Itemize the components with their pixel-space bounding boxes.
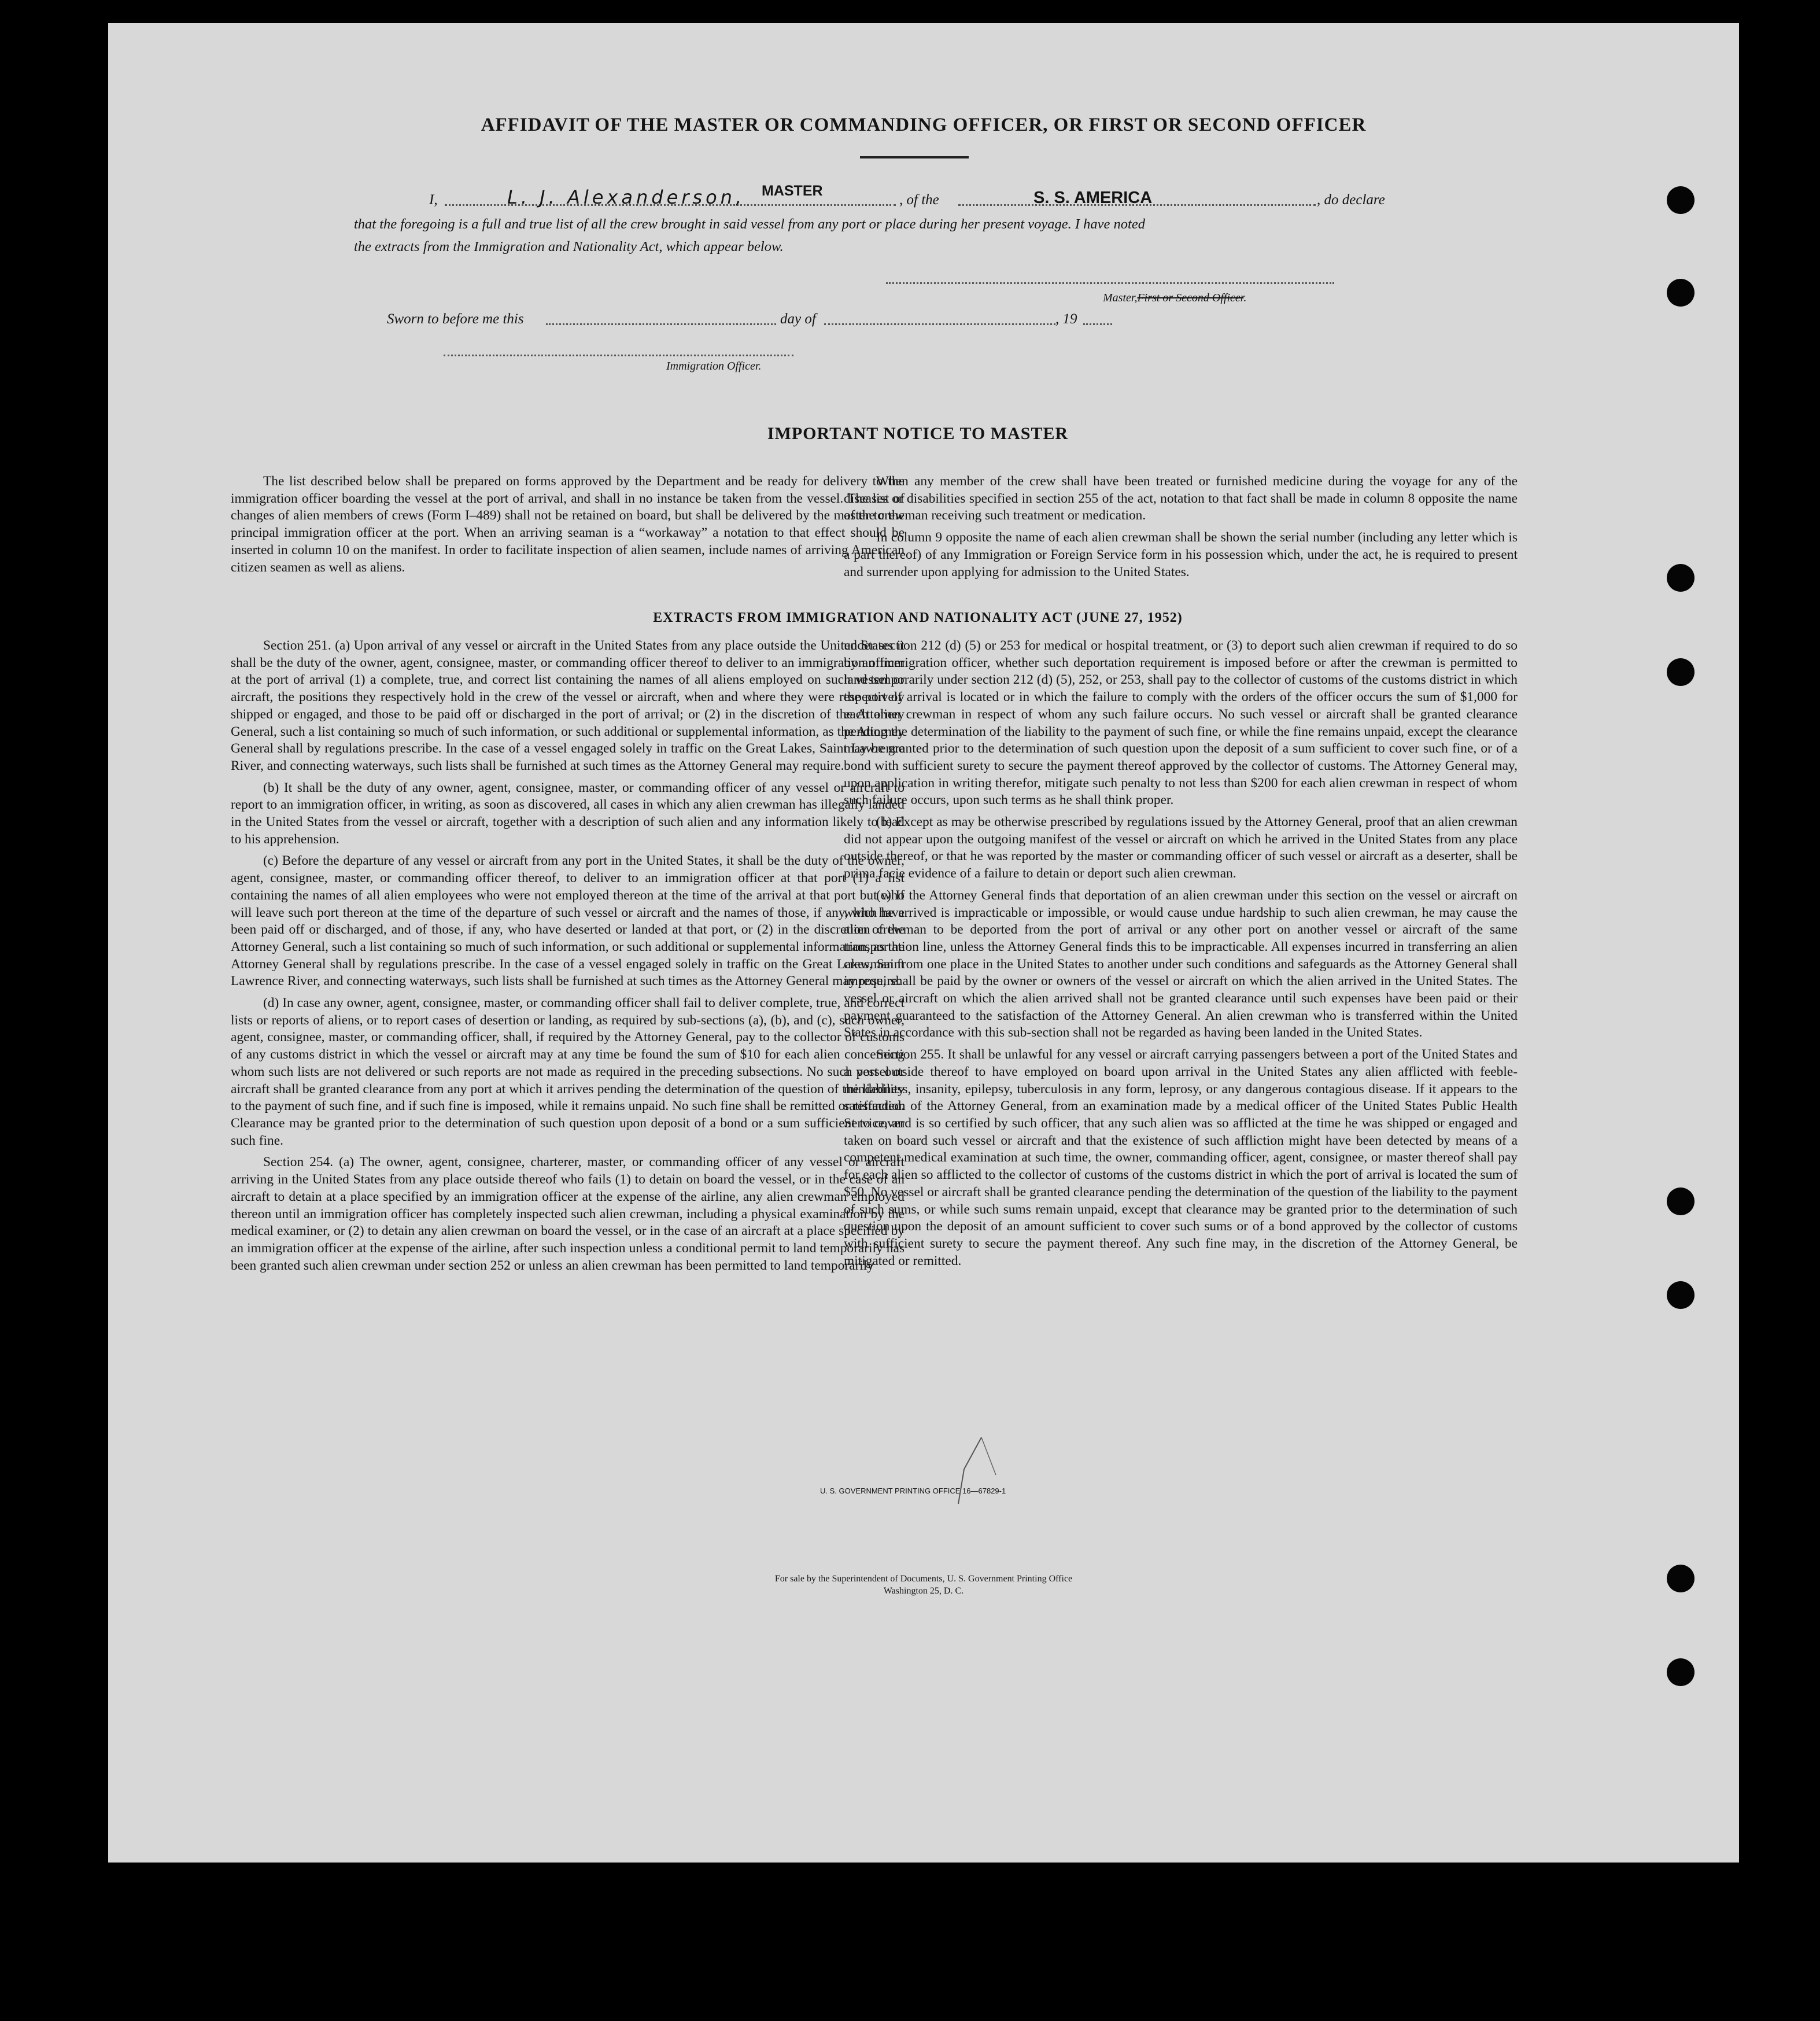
heading-rule — [860, 156, 969, 158]
declaration-line-1: that the foregoing is a full and true list of all the crew brought in said vessel from any port or place during her present voyage. I have noted — [354, 216, 1145, 232]
rank-value: MASTER — [762, 183, 823, 199]
extract-paragraph: (b) It shall be the duty of any owner, agent, consignee, master, or commanding officer of any vessel or aircraft to report to an immigration officer, in writing, as soon as discovered, all cases in which any alien crewman has illegally landed in the United States from the vessel or aircraft, together with a description of such alien and any information likely to lead to his apprehension. — [231, 780, 905, 847]
struck-officer-label: First or Second Officer — [1137, 292, 1244, 304]
sworn-date-blank — [546, 323, 776, 325]
for-sale-line-2: Washington 25, D. C. — [883, 1586, 964, 1596]
extract-paragraph: (c) If the Attorney General finds that deportation of an alien crewman under this section on the vessel or aircraft on which he arrived is impracticable or impossible, or would cause undue hardship to such alien crewman, he may cause the alien crewman to be deported from the port of arrival or any other port on another vessel or aircraft of the same transportation line, unless the Attorney General finds this to be impracticable. All expenses incurred in transferring an alien crewman from one place in the United States to another under such conditions and safeguards as the Attorney General shall impose, shall be paid by the owner or owners of the vessel or aircraft on which the alien arrived in the United States. The vessel or aircraft on which the alien arrived shall not be granted clearance until such expenses have been paid or their payment guaranteed to the satisfaction of the Attorney General. An alien crewman who is transferred within the United States in accordance with this sub-section shall not be regarded as having been landed in the United States. — [844, 887, 1518, 1041]
binder-hole — [1667, 186, 1695, 214]
extracts-heading: EXTRACTS FROM IMMIGRATION AND NATIONALITY ACT (JUNE 27, 1952) — [653, 610, 1183, 625]
declaration-line-2: the extracts from the Immigration and Nationality Act, which appear below. — [354, 239, 784, 255]
affidavit-heading: AFFIDAVIT OF THE MASTER OR COMMANDING OFFICER, OR FIRST OR SECOND OFFICER — [481, 115, 1367, 135]
printing-office-imprint: U. S. GOVERNMENT PRINTING OFFICE 16—67829-1 — [820, 1487, 1006, 1495]
immigration-officer-label: Immigration Officer. — [666, 360, 762, 373]
extract-paragraph: Section 251. (a) Upon arrival of any vessel or aircraft in the United States from any place outside the United States it shall be the duty of the owner, agent, consignee, master, or commanding officer thereof to deliver to an immigration officer at the port of arrival (1) a complete, true, and correct list containing the names of all aliens employed on such vessel or aircraft, the positions they respectively hold in the crew of the vessel or aircraft, when and where they were respectively shipped or engaged, and those to be paid off or discharged in the port of arrival; or (2) in the discretion of the Attorney General, such a list containing so much of such information, or such additional or supplemental information, as the Attorney General shall by regulations prescribe. In the case of a vessel engaged solely in traffic on the Great Lakes, Saint Lawrence River, and connecting waterways, such lists shall be furnished at such times as the Attorney General may require. — [231, 638, 905, 773]
extract-paragraph: (c) Before the departure of any vessel or aircraft from any port in the United States, it shall be the duty of the owner, agent, consignee, master, or commanding officer thereof, to deliver to an immigration officer at that port (1) a list containing the names of all alien employees who were not employed thereon at the time of the arrival at that port but who will leave such port thereon at the time of the departure of such vessel or aircraft and the names of those, if any, who have been paid off or discharged, and of those, if any, who have deserted or landed at that port, or (2) in the discretion of the Attorney General, such a list containing so much of such information, or such additional or supplemental information, as the Attorney General shall by regulations prescribe. In the case of a vessel engaged solely in traffic on the Great Lakes, Saint Lawrence River, and connecting waterways, such lists shall be furnished at such times as the Attorney General may require. — [231, 853, 905, 989]
extract-paragraph: Section 255. It shall be unlawful for any vessel or aircraft carrying passengers between a port of the United States and a port outside thereof to have employed on board upon arrival in the United States any alien afflicted with feeble-mindedness, insanity, epilepsy, tuberculosis in any form, leprosy, or any dangerous contagious disease. If it appears to the satisfaction of the Attorney General, from an examination made by a medical officer of the United States Public Health Service, and is so certified by such officer, that any such alien was so afflicted at the time he was shipped or engaged and taken on board such vessel or aircraft and that the existence of such affliction might have been detected by means of a competent medical examination at such time, the owner, commanding officer, agent, consignee, or master thereof shall pay for each alien so afflicted to the collector of customs of the customs district in which the port of arrival is located the sum of $50. No vessel or aircraft shall be granted clearance pending the determination of the question of the liability to the payment of such sums, or while such sums remain unpaid, except that clearance may be granted prior to the determination of such question upon the deposit of an amount sufficient to cover such sums or of a bond approved by the collector of customs with sufficient surety to secure the payment thereof. Any such fine may, in the discretion of the Attorney General, be mitigated or remitted. — [844, 1047, 1518, 1268]
extract-paragraph: under section 212 (d) (5) or 253 for medical or hospital treatment, or (3) to deport such alien crewman if required to do so by an immigration officer, whether such deportation requirement is imposed before or after the crewman is permitted to land temporarily under section 212 (d) (5), 252, or 253, shall pay to the collector of customs of the customs district in which the port of arrival is located or in which the failure to comply with the orders of the officer occurs the sum of $1,000 for each alien crewman in respect of whom any such failure occurs. No such vessel or aircraft shall be granted clearance pending the determination of the liability to the payment of such fine, or while the fine remains unpaid, except the clearance may be granted prior to the determination of such question upon the deposit of a sum sufficient to cover such fine, or of a bond with sufficient surety to secure the payment thereof approved by the collector of customs. The Attorney General may, upon application in writing therefor, mitigate such penalty to not less than $200 for each alien crewman in respect of whom such failure occurs, upon such terms as he shall think proper. — [844, 638, 1518, 808]
do-declare-label: , do declare — [1317, 192, 1385, 208]
extracts-left-column — [231, 637, 905, 1279]
extracts-right-column — [844, 637, 1518, 1274]
master-signature-label — [1103, 292, 1246, 305]
master-label: Master, — [1103, 292, 1138, 304]
of-the-label: , of the — [899, 192, 939, 208]
sworn-label: Sworn to before me this — [387, 311, 524, 327]
notice-right-paragraph-2: In column 9 opposite the name of each alien crewman shall be shown the serial number (including any letter which is a part thereof) of any Immigration or Foreign Service form in his possession which, under the act, he is required to present and surrender upon applying for admission to the United States. — [844, 530, 1518, 580]
notice-left-paragraph: The list described below shall be prepared on forms approved by the Department and be ready for delivery to the immigration officer boarding the vessel at the port of arrival, and shall in no instance be taken from the vessel. The list of changes of alien members of crews (Form I–489) shall not be retained on board, but shall be delivered by the master to the principal immigration officer at the port. When an arriving seaman is a “workaway” a notation to that effect should be inserted in column 10 on the manifest. In order to facilitate inspection of alien seamen, include names of arriving American citizen seamen as well as aliens. — [231, 474, 905, 575]
binder-hole — [1667, 1281, 1695, 1309]
binder-hole — [1667, 1658, 1695, 1686]
notice-right-column — [844, 473, 1518, 585]
binder-hole — [1667, 564, 1695, 592]
year-blank — [1083, 323, 1112, 325]
binder-hole — [1667, 1187, 1695, 1215]
extract-paragraph: Section 254. (a) The owner, agent, consignee, charterer, master, or commanding officer of any vessel or aircraft arriving in the United States from any place outside thereof who fails (1) to detain on board the vessel, or in the case of an aircraft to detain at a place specified by an immigration officer at the expense of the airline, any alien crewman employed thereon until an immigration officer has completely inspected such alien crewman, including a physical examination by the medical examiner, or (2) to detain any alien crewman on board the vessel, or in the case of an aircraft at a place specified by an immigration officer at the expense of the airline, after such inspection unless a conditional permit to land temporarily has been granted such alien crewman under section 252 or unless an alien crewman has been permitted to land temporarily — [231, 1155, 905, 1273]
master-label-end: . — [1243, 292, 1247, 304]
for-sale-line-1: For sale by the Superintendent of Documents, U. S. Government Printing Office — [774, 1574, 1073, 1584]
binder-hole — [1667, 1565, 1695, 1592]
pencil-mark — [941, 1434, 1010, 1515]
month-blank — [824, 323, 1055, 325]
year-label: , 19 — [1055, 311, 1077, 327]
notice-right-paragraph-1: When any member of the crew shall have been treated or furnished medicine during the voyage for any of the diseases or disabilities specified in section 255 of the act, notation to that fact shall be made in column 8 opposite the name of the crewman receiving such treatment or medication. — [844, 474, 1518, 523]
binder-hole — [1667, 279, 1695, 307]
vessel-name: S. S. AMERICA — [1033, 189, 1153, 207]
binder-hole — [1667, 658, 1695, 686]
form-page — [108, 23, 1739, 1863]
master-signature-line — [886, 282, 1334, 284]
day-of-label: day of — [780, 311, 816, 327]
notice-left-column — [231, 473, 905, 581]
immigration-officer-line — [444, 355, 793, 356]
notice-heading: IMPORTANT NOTICE TO MASTER — [767, 424, 1069, 443]
i-prefix: I, — [429, 192, 438, 208]
extract-paragraph: (b) Except as may be otherwise prescribed by regulations issued by the Attorney General, proof that an alien crewman did not appear upon the outgoing manifest of the vessel or aircraft on which he arrived in the United States from any place outside thereof, or that he was reported by the master or commanding officer of such vessel or aircraft as a deserter, shall be prima facie evidence of a failure to detain or deport such alien crewman. — [844, 814, 1518, 882]
master-name-handwritten: L. J. Alexanderson, — [507, 186, 745, 208]
extract-paragraph: (d) In case any owner, agent, consignee, master, or commanding officer shall fail to deliver complete, true, and correct lists or reports of aliens, or to report cases of desertion or landing, as required by sub-sections (a), (b), and (c), such owner, agent, consignee, master, or commanding officer, shall, if required by the Attorney General, pay to the collector of customs of any customs district in which the vessel or aircraft may at any time be found the sum of $10 for each alien concerning whom such lists are not delivered or such reports are not made as required in the preceding subsections. No such vessel or aircraft shall be granted clearance from any port at which it arrives pending the determination of the question of the liability to the payment of such fine, and if such fine is imposed, while it remains unpaid. No such fine shall be remitted or refunded. Clearance may be granted prior to the determination of such question upon deposit of a bond or a sum sufficient to cover such fine. — [231, 995, 905, 1148]
